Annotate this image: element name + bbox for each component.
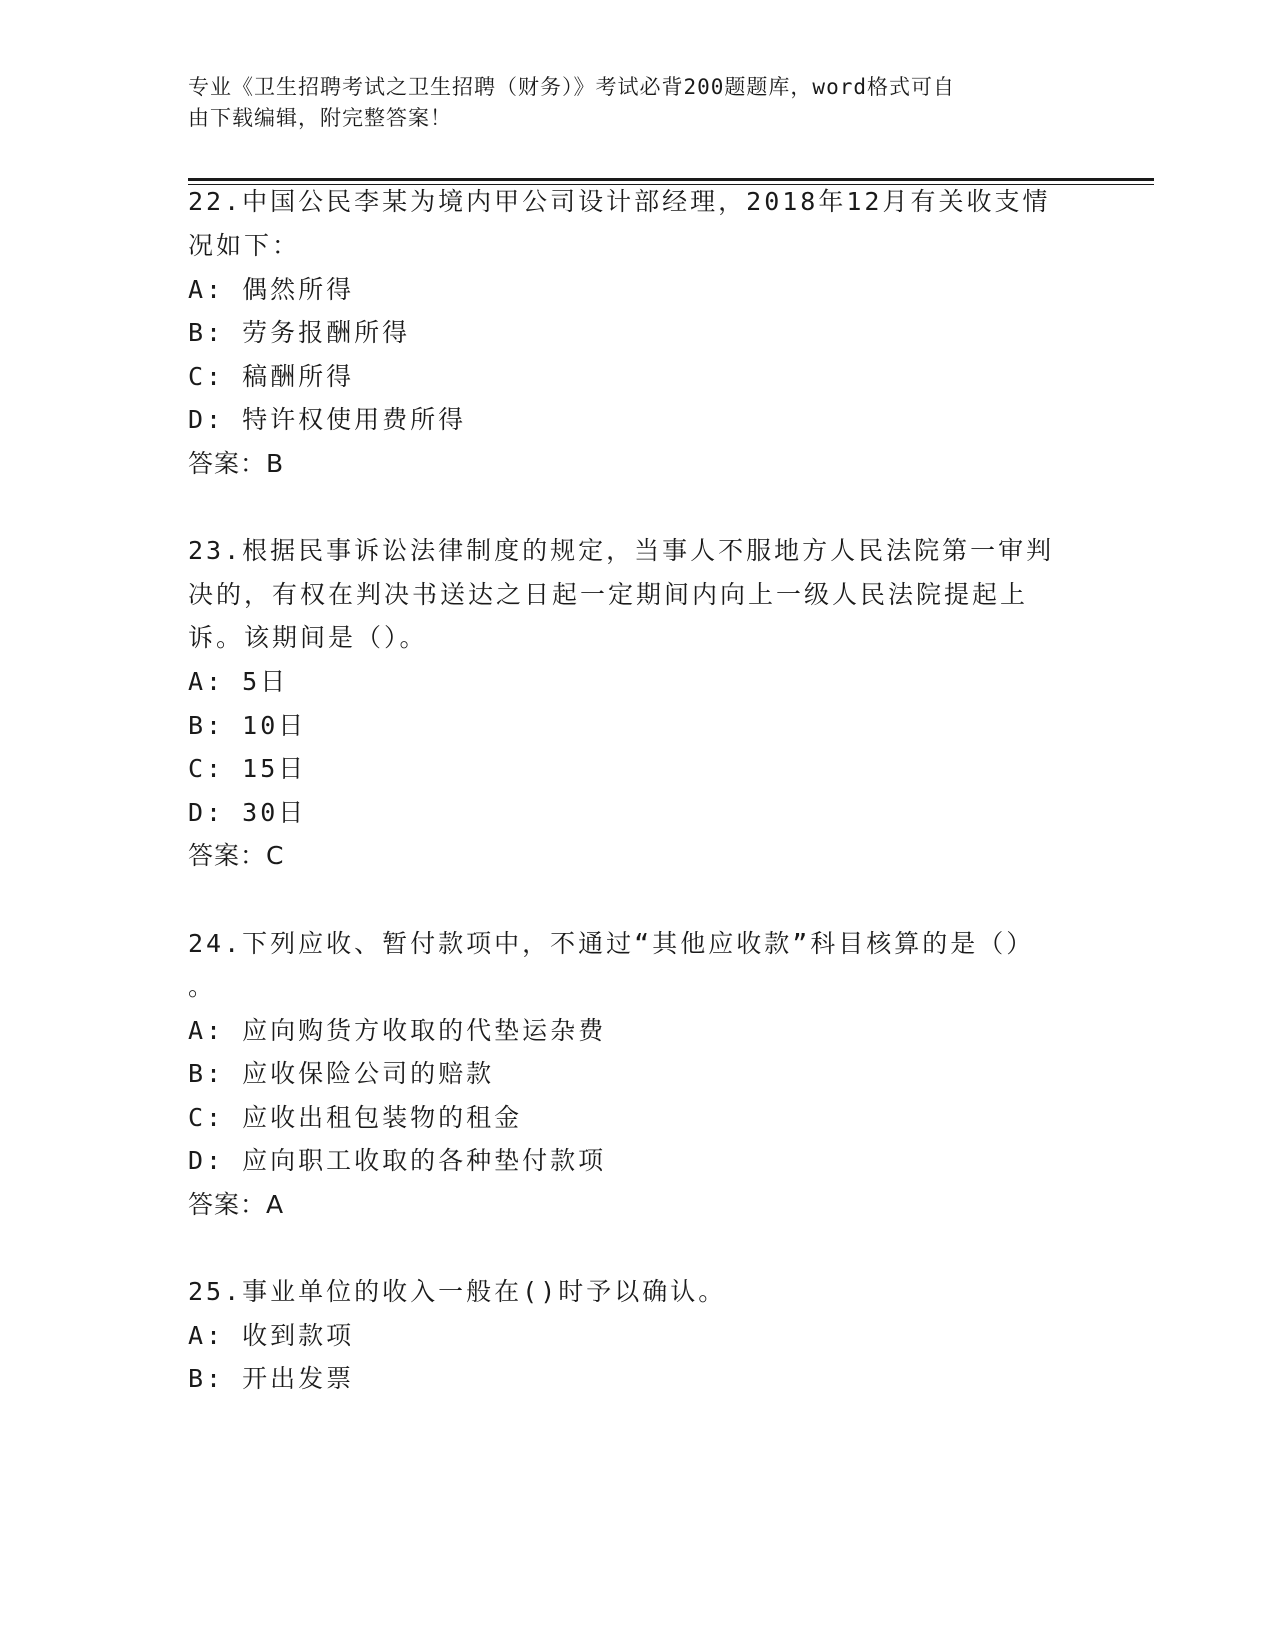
header-divider-thin <box>188 184 1154 185</box>
question-24-option-a: A: 应向购货方收取的代垫运杂费 <box>188 1016 607 1045</box>
question-23-stem-line-2: 决的，有权在判决书送达之日起一定期间内向上一级人民法院提起上 <box>188 580 1029 609</box>
question-24-stem-line-2: 。 <box>188 972 217 1001</box>
question-24-option-c: C: 应收出租包装物的租金 <box>188 1103 523 1132</box>
question-24-stem-line-1: 24.下列应收、暂付款项中，不通过“其他应收款”科目核算的是（） <box>188 929 1035 958</box>
question-23-option-b: B: 10日 <box>188 711 307 740</box>
question-23-stem-line-1: 23.根据民事诉讼法律制度的规定，当事人不服地方人民法院第一审判 <box>188 536 1055 565</box>
question-25-option-a: A: 收到款项 <box>188 1321 355 1350</box>
question-22-stem-line-1: 22.中国公民李某为境内甲公司设计部经理，2018年12月有关收支情 <box>188 187 1051 216</box>
question-24-option-b: B: 应收保险公司的赔款 <box>188 1059 495 1088</box>
header-divider <box>188 178 1154 181</box>
question-24-option-d: D: 应向职工收取的各种垫付款项 <box>188 1146 607 1175</box>
question-22-option-a: A: 偶然所得 <box>188 275 355 304</box>
question-23-answer: 答案：C <box>188 841 285 870</box>
question-23-option-a: A: 5日 <box>188 667 289 696</box>
header-line-1: 专业《卫生招聘考试之卫生招聘（财务）》考试必背200题题库，word格式可自 <box>188 75 955 99</box>
question-22-answer: 答案：B <box>188 449 285 478</box>
question-25-option-b: B: 开出发票 <box>188 1364 355 1393</box>
question-23-stem-line-3: 诉。该期间是（）。 <box>188 623 428 652</box>
question-25-stem-line-1: 25.事业单位的收入一般在()时予以确认。 <box>188 1277 727 1306</box>
document-header <box>188 72 1068 134</box>
question-22-option-d: D: 特许权使用费所得 <box>188 405 467 434</box>
question-22-option-b: B: 劳务报酬所得 <box>188 318 411 347</box>
question-22-option-c: C: 稿酬所得 <box>188 362 355 391</box>
header-line-2: 由下载编辑，附完整答案！ <box>188 106 452 130</box>
question-24-answer: 答案：A <box>188 1190 285 1219</box>
question-22-stem-line-2: 况如下： <box>188 231 301 260</box>
question-23-option-d: D: 30日 <box>188 798 307 827</box>
question-23-option-c: C: 15日 <box>188 754 307 783</box>
